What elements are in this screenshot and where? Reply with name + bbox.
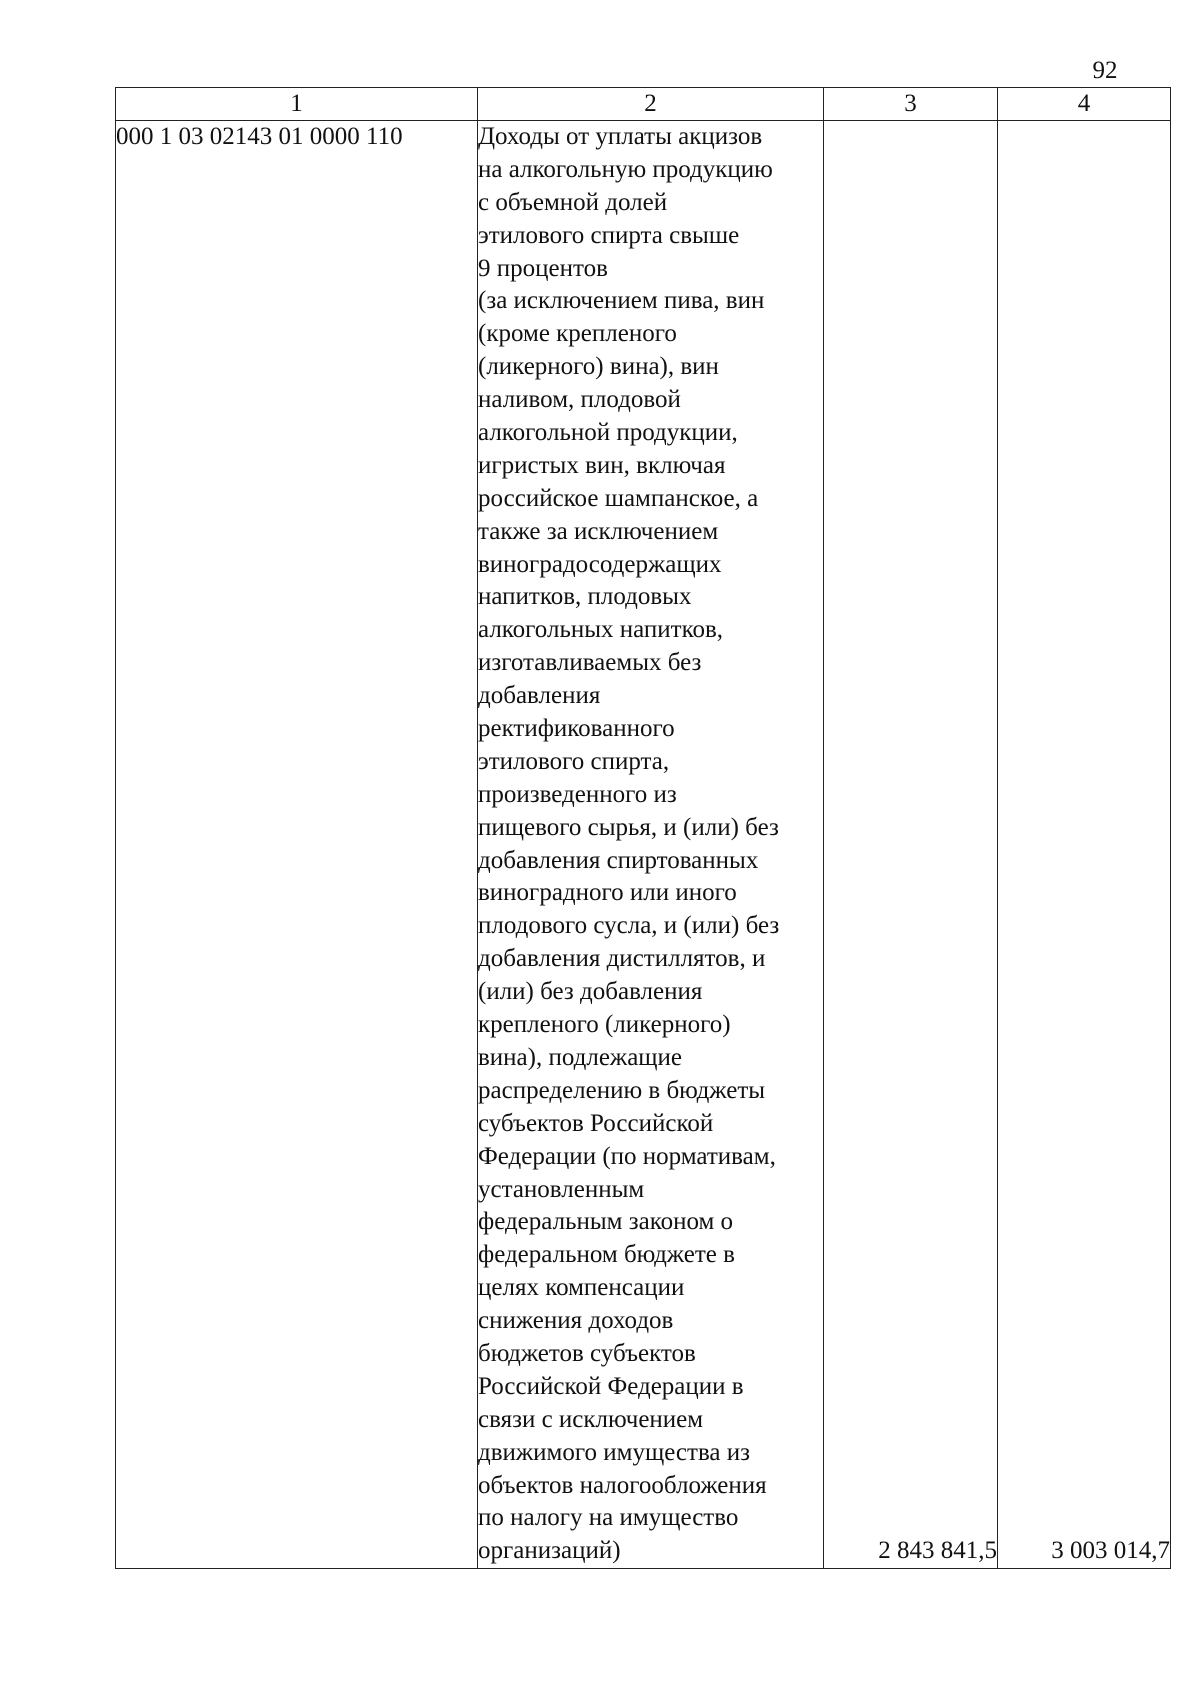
table-row (116, 121, 1171, 1569)
description-line: на алкогольную продукцию (478, 155, 773, 183)
description-line: крепленого (ликерного) (478, 1011, 731, 1039)
description-line: наливом, плодовой (478, 386, 681, 414)
description-line: плодового сусла, и (или) без (478, 912, 780, 940)
description-line: добавления дистиллятов, и (478, 945, 766, 973)
description-line: федеральном бюджете в (478, 1241, 735, 1269)
description-line: напитков, плодовых (478, 583, 692, 611)
description-line: этилового спирта, (478, 747, 670, 775)
description-line: бюджетов субъектов (478, 1339, 696, 1367)
description-line: игристых вин, включая (478, 451, 726, 479)
description-line: целях компенсации (478, 1274, 685, 1302)
header-col-1: 1 (116, 88, 478, 121)
description-line: вина), подлежащие (478, 1043, 683, 1071)
description-line: распределению в бюджеты (478, 1076, 766, 1104)
amount-col-4: 3 003 014,7 (998, 121, 1171, 1569)
header-col-2: 2 (478, 88, 824, 121)
description-line: алкогольных напитков, (478, 616, 724, 644)
description-line: добавления спиртованных (478, 846, 759, 874)
description-line: российское шампанское, а (478, 484, 759, 512)
classification-code: 000 1 03 02143 01 0000 110 (116, 121, 478, 1569)
description-line: пищевого сырья, и (или) без (478, 813, 779, 841)
description-line: субъектов Российской (478, 1109, 714, 1137)
description-line: движимого имущества из (478, 1438, 751, 1466)
description-line: изготавливаемых без (478, 649, 702, 677)
description-line: по налогу на имущество (478, 1504, 739, 1532)
description-line: алкогольной продукции, (478, 419, 738, 447)
description-line: (за исключением пива, вин (478, 287, 765, 315)
description-line: также за исключением (478, 517, 719, 545)
description-line: виноградного или иного (478, 879, 737, 907)
description-line: с объемной долей (478, 188, 668, 216)
description-line: (ликерного) вина), вин (478, 353, 719, 381)
description-line: (кроме крепленого (478, 320, 677, 348)
description-line: 9 процентов (478, 254, 608, 282)
description-line: этилового спирта свыше (478, 221, 740, 249)
description-line: Российской Федерации в (478, 1372, 744, 1400)
description-line: (или) без добавления (478, 978, 703, 1006)
header-col-3: 3 (824, 88, 998, 121)
description-line: произведенного из (478, 780, 677, 808)
header-row (116, 88, 1171, 121)
description-line: организаций) (478, 1537, 621, 1565)
income-description (478, 121, 824, 1569)
description-line: федеральным законом о (478, 1208, 734, 1236)
description-line: Доходы от уплаты акцизов (478, 123, 763, 150)
description-line: снижения доходов (478, 1307, 674, 1335)
description-line: виноградосодержащих (478, 550, 722, 578)
description-line: установленным (478, 1175, 645, 1203)
amount-col-3: 2 843 841,5 (824, 121, 998, 1569)
page-number: 92 (1092, 57, 1118, 84)
header-col-4: 4 (998, 88, 1171, 121)
description-line: ректификованного (478, 715, 675, 743)
description-line: добавления (478, 682, 601, 710)
budget-table (115, 87, 1171, 1569)
description-line: связи с исключением (478, 1405, 704, 1433)
description-line: Федерации (по нормативам, (478, 1142, 776, 1170)
description-line: объектов налогообложения (478, 1471, 767, 1499)
